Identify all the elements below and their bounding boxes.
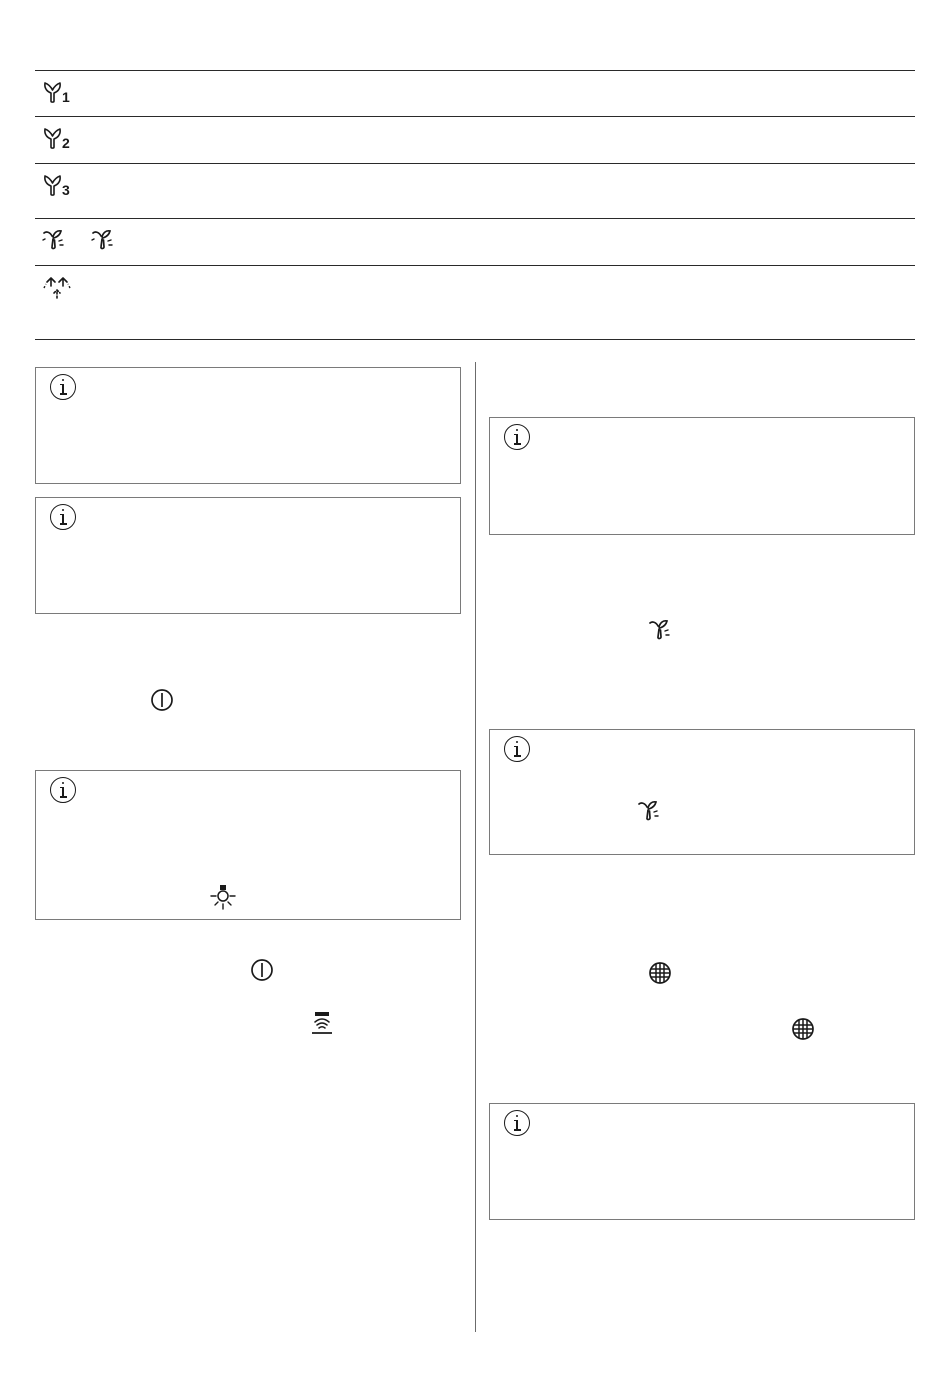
table-rule bbox=[35, 218, 915, 219]
hob-to-hood-icon bbox=[310, 1010, 334, 1036]
breeze-fan-icon bbox=[647, 617, 673, 643]
table-rule bbox=[35, 339, 915, 340]
speed-index: 3 bbox=[62, 182, 70, 198]
info-icon bbox=[504, 1110, 530, 1136]
info-note bbox=[35, 367, 461, 484]
power-icon bbox=[250, 958, 274, 982]
breeze-fan-icon bbox=[90, 227, 116, 253]
info-note bbox=[35, 770, 461, 920]
info-icon bbox=[50, 504, 76, 530]
info-icon bbox=[504, 736, 530, 762]
speed-index: 2 bbox=[62, 135, 70, 151]
info-note bbox=[489, 1103, 915, 1220]
power-icon bbox=[150, 688, 174, 712]
grease-filter-icon bbox=[648, 961, 672, 985]
table-rule bbox=[35, 265, 915, 266]
table-rule bbox=[35, 163, 915, 164]
table-rule bbox=[35, 116, 915, 117]
info-note bbox=[489, 729, 915, 855]
light-icon bbox=[208, 883, 238, 913]
boost-arrows-icon bbox=[40, 272, 74, 302]
column-divider bbox=[475, 362, 476, 1332]
info-icon bbox=[50, 374, 76, 400]
info-note bbox=[35, 497, 461, 614]
speed-index: 1 bbox=[62, 89, 70, 105]
grease-filter-icon bbox=[791, 1017, 815, 1041]
breeze-fan-icon bbox=[636, 798, 662, 824]
info-note bbox=[489, 417, 915, 535]
breeze-fan-icon bbox=[41, 227, 67, 253]
info-icon bbox=[50, 777, 76, 803]
info-icon bbox=[504, 424, 530, 450]
table-rule bbox=[35, 70, 915, 71]
